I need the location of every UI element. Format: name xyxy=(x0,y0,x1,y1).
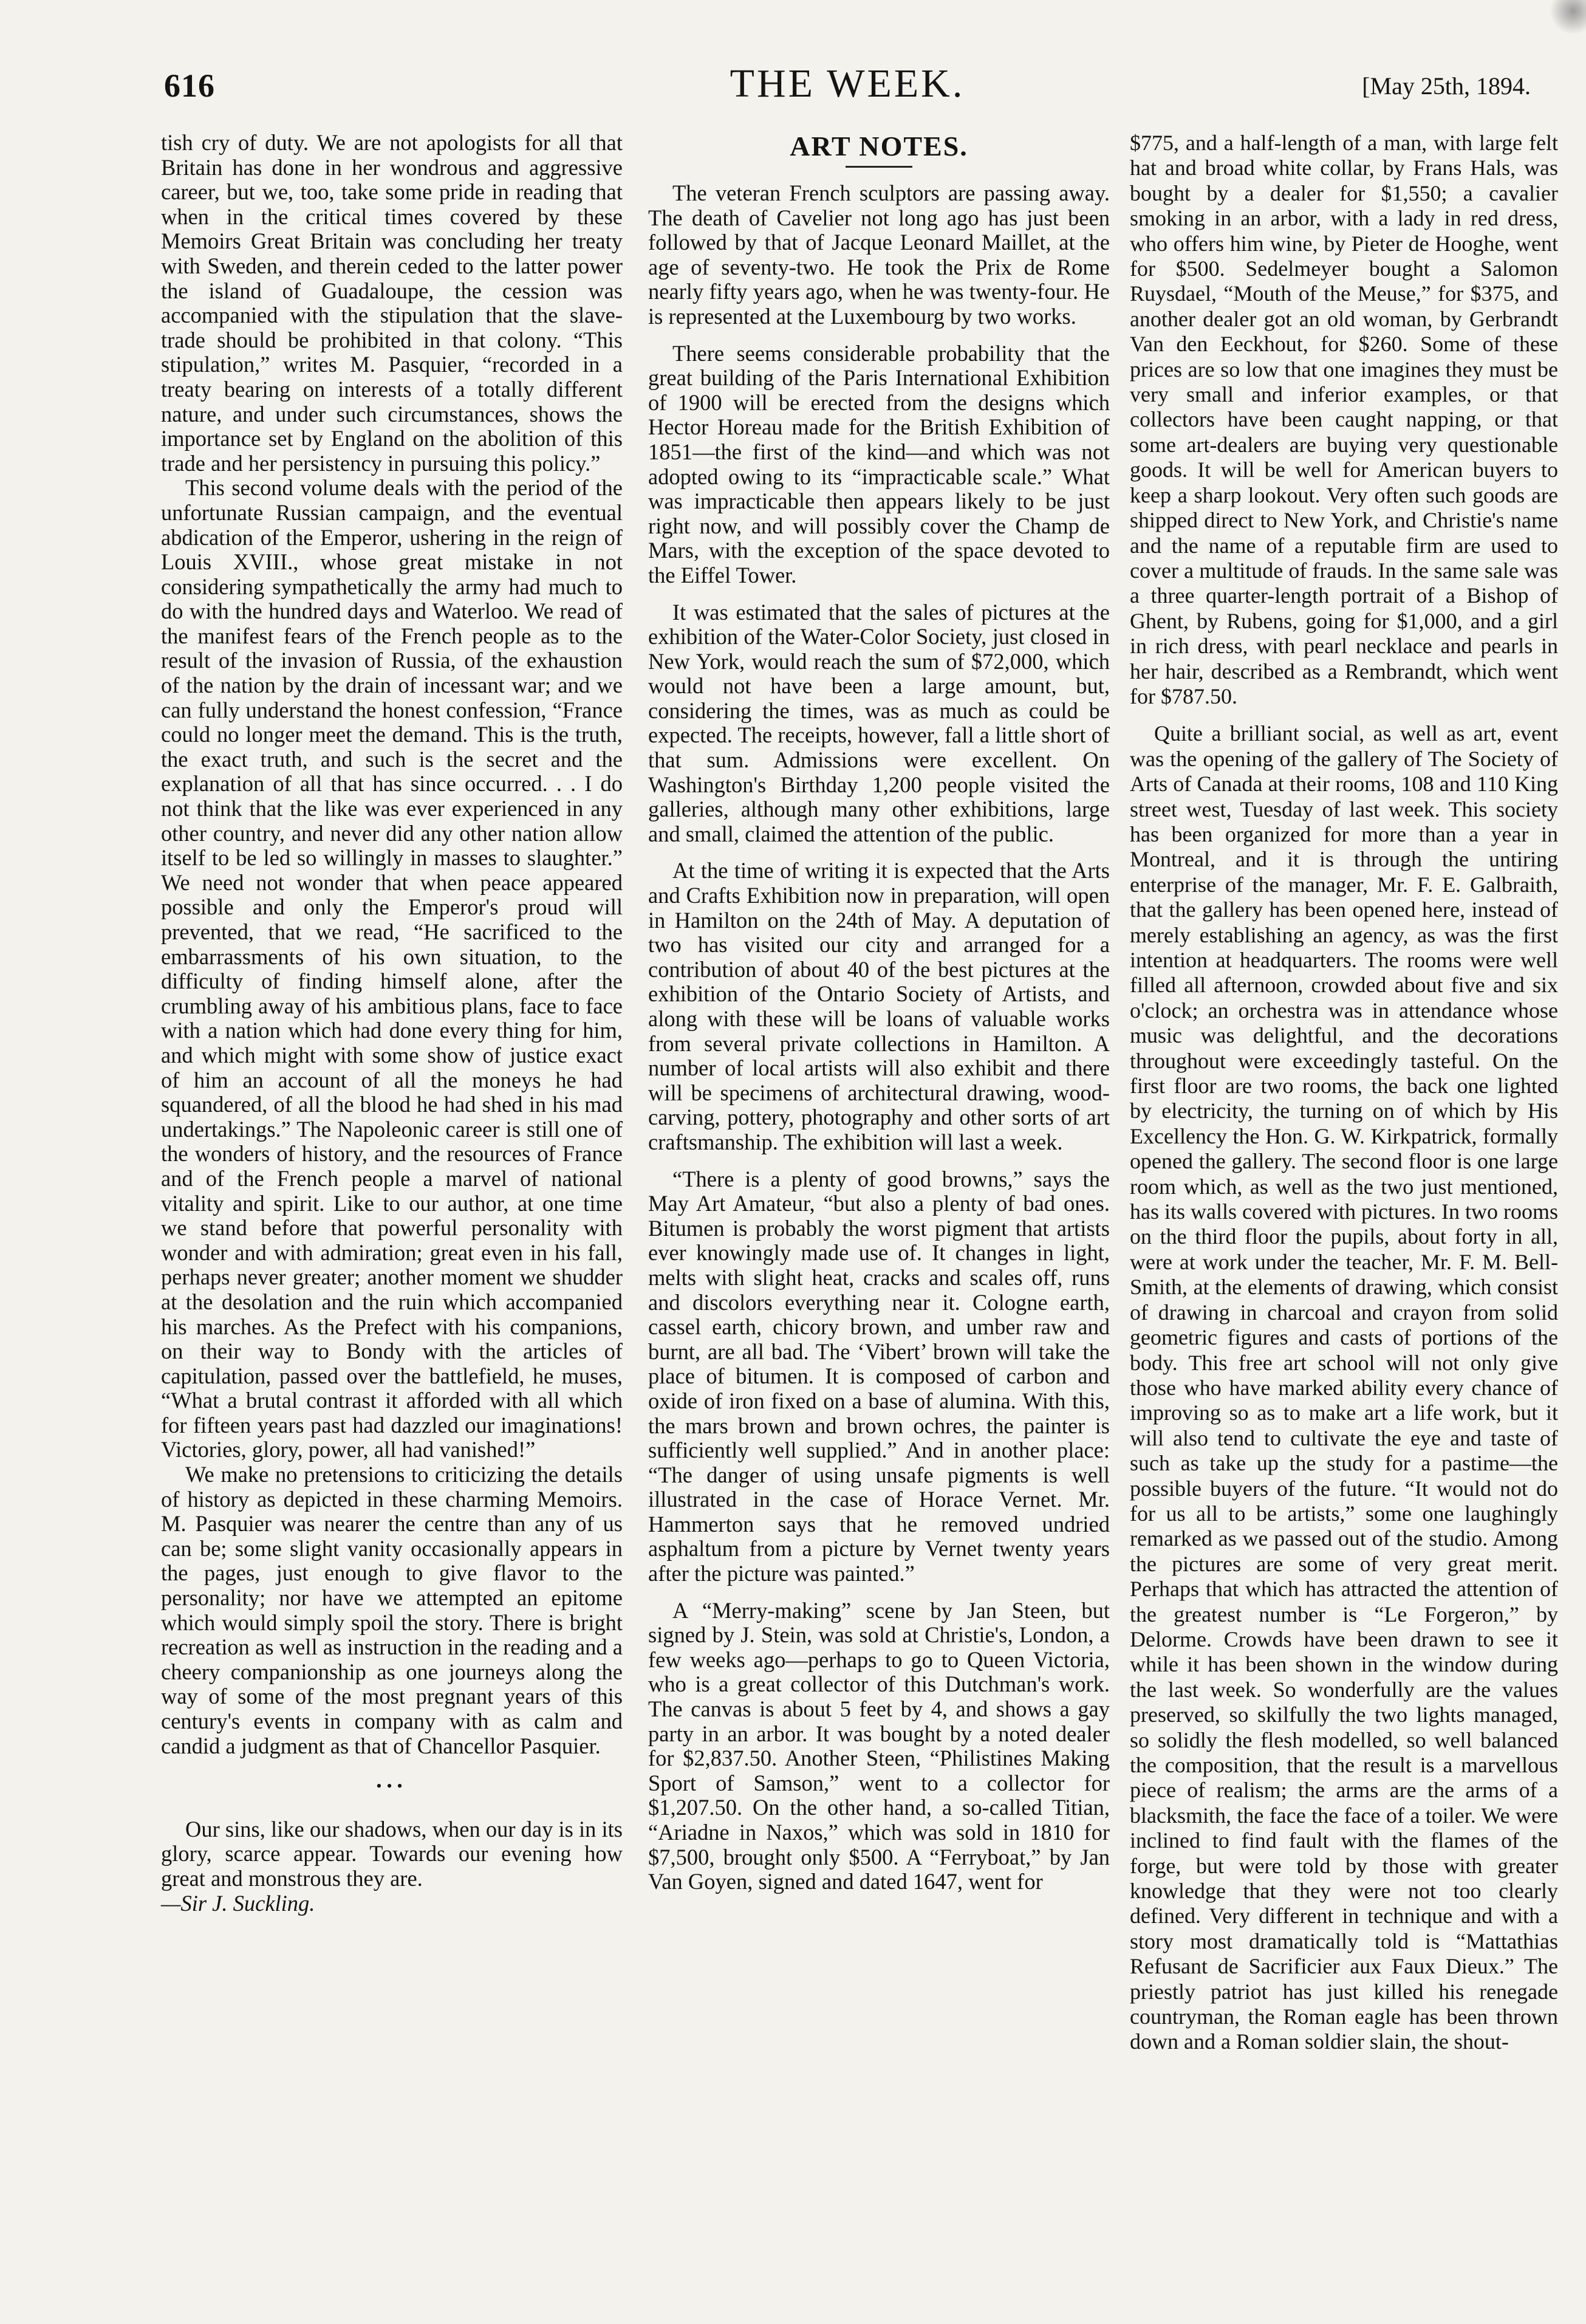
paragraph: The veteran French sculptors are passing away. The death of Cavelier not long ago has just been followed by that of Jacque Leonard Maillet, at the age of seventy-two. He took the Prix de Rome nearly fifty years ago, when he was twenty-four. He is represented at the Luxembourg by two works. xyxy=(648,180,1110,329)
paragraph: Quite a brilliant social, as well as art, event was the opening of the gallery of The Society of Arts of Canada at their rooms, 108 and 110 King street west, Tuesday of last week. This society has been organized for more than a year in Montreal, and it is through the untiring enterprise of the manager, Mr. F. E. Galbraith, that the gallery has been opened here, instead of merely establishing an agency, as was the first intention at headquarters. The rooms were well filled all afternoon, crowded about five and six o'clock; an orchestra was in attendance whose music was delightful, and the decorations throughout were exceedingly tasteful. On the first floor are two rooms, the back one lighted by electricity, the turning on of which by His Excellency the Hon. G. W. Kirkpatrick, formally opened the gallery. The second floor is one large room which, as well as the two just mentioned, has its walls covered with pictures. In two rooms on the third floor the pupils, about forty in all, were at work under the teacher, Mr. F. M. Bell-Smith, at the elements of drawing, which consist of drawing in charcoal and crayon from solid geometric figures and casts of portions of the body. This free art school will not only give those who have marked ability every chance of improving so as to make art a life work, but it will also tend to cultivate the eye and taste of such as take up the study for a pastime—the possible buyers of the future. “It would not do for us all to be artists,” some one laughingly remarked as we passed out of the studio. Among the pictures are some of very great merit. Perhaps that which has attracted the attention of the greatest number is “Le Forgeron,” by Delorme. Crowds have been drawn to see it while it has been shown in the window during the last week. So wonderfully are the values preserved, so skilfully the two lights managed, so solidly the flesh modelled, so well balanced the composition, that the result is a marvellous piece of realism; the arms are the arms of a blacksmith, the face the face of a toiler. We were inclined to find fault with the flames of the forge, but were told by those with greater knowledge that they were not too clearly defined. Very different in technique and with a story most dramatically told is “Mattathias Refusant de Sacrificier aux Faux Dieux.” The priestly patriot has just killed his renegade countryman, the Roman eagle has been thrown down and a Roman soldier slain, the shout- xyxy=(1130,721,1558,2054)
section-ornament: ••• xyxy=(376,1777,408,1795)
journal-title: THE WEEK. xyxy=(730,61,965,106)
epigraph-quote: Our sins, like our shadows, when our day is in its glory, scarce appear. Towards our evening how great and monstrous they are. xyxy=(161,1816,623,1891)
paragraph: A “Merry-making” scene by Jan Steen, but signed by J. Stein, was sold at Christie's, London, a few weeks ago—perhaps to go to Queen Victoria, who is a great collector of this Dutchman's work. The canvas is about 5 feet by 4, and shows a gay party in an arbor. It was bought by a noted dealer for $2,837.50. Another Steen, “Philistines Making Sport of Samson,” went to a collector for $1,207.50. On the other hand, a so-called Titian, “Ariadne in Naxos,” which was sold in 1810 for $7,500, brought only $500. A “Ferryboat,” by Jan Van Goyen, signed and dated 1647, went for xyxy=(648,1597,1110,1894)
paragraph: $775, and a half-length of a man, with large felt hat and broad white collar, by Frans Hals, was bought by a dealer for $1,550; a cavalier smoking in an arbor, with a lady in red dress, who offers him wine, by Pieter de Hooghe, went for $500. Sedelmeyer bought a Salomon Ruysdael, “Mouth of the Meuse,” for $375, and another dealer got an old woman, by Gerbrandt Van den Eeckhout, for $260. Some of these prices are so low that one imagines they must be very small and inferior examples, or that collectors have been caught napping, or that some art-dealers are buying very questionable goods. It will be well for American buyers to keep a sharp lookout. Very often such goods are shipped direct to New York, and Christie's name and the name of a reputable firm are used to cover a multitude of frauds. In the same sale was a three quarter-length portrait of a Bishop of Ghent, by Rubens, going for $1,000, and a girl in rich dress, with pearl necklace and pearls in her hair, described as a Rembrandt, which went for $787.50. xyxy=(1130,131,1558,708)
page-header xyxy=(164,61,1531,115)
paragraph: There seems considerable probability that the great building of the Paris International Exhibition of 1900 will be erected from the designs which Hector Horeau made for the British Exhibition of 1851—the first of the kind—and which was not adopted owing to its “impracticable scale.” What was impracticable then appears likely to be just right now, and will possibly cover the Champ de Mars, with the exception of the space devoted to the Eiffel Tower. xyxy=(648,340,1110,588)
column-left xyxy=(161,131,623,1916)
paragraph: It was estimated that the sales of pictures at the exhibition of the Water-Color Society, just closed in New York, would reach the sum of $72,000, which would not have been a large amount, but, considering the times, was as much as could be expected. The receipts, however, fall a little short of that sum. Admissions were excellent. On Washington's Birthday 1,200 people visited the galleries, although many other exhibitions, large and small, claimed the attention of the public. xyxy=(648,599,1110,846)
page-number: 616 xyxy=(164,67,215,104)
paragraph: tish cry of duty. We are not apologists for all that Britain has done in her wondrous and aggressive career, but we, too, take some pride in reading that when in the critical times covered by these Memoirs Great Britain was concluding her treaty with Sweden, and therein ceded to the latter power the island of Guadaloupe, the cession was accompanied with the stipulation that the slave-trade should be prohibited in that colony. “This stipulation,” writes M. Pasquier, “recorded in a treaty bearing on interests of a totally different nature, and under such circumstances, shows the importance set by England on the abolition of this trade and her persistency in pursuing this policy.” xyxy=(161,130,623,476)
paragraph: We make no pretensions to criticizing the details of history as depicted in these charming Memoirs. M. Pasquier was nearer the centre than any of us can be; some slight vanity occasionally appears in the pages, just enough to give flavor to the personality; nor have we attempted an epitome which would simply spoil the story. There is bright recreation as well as instruction in the reading and a cheery companionship as one journeys along the way of some of the most pregnant years of this century's events in company with as calm and candid a judgment as that of Chancellor Pasquier. xyxy=(161,1462,623,1758)
section-title: ART NOTES. xyxy=(790,131,968,162)
paper-damage-mark xyxy=(1543,0,1586,36)
title-rule xyxy=(846,166,912,168)
epigraph-author: —Sir J. Suckling. xyxy=(161,1890,315,1916)
paragraph: This second volume deals with the period of the unfortunate Russian campaign, and the eventual abdication of the Emperor, ushering in the reign of Louis XVIII., whose great mistake in not considering sympathetically the army had much to do with the hundred days and Waterloo. We read of the manifest fears of the French people as to the result of the invasion of Russia, of the exhaustion of the nation by the drain of incessant war; and we can fully understand the honest confession, “France could no longer meet the demand. This is the truth, the exact truth, and such is the secret and the explanation of all that has since occurred. . . I do not think that the like was ever experienced in any other country, and never did any other nation allow itself to be led so willingly in masses to slaughter.” We need not wonder that when peace appeared possible and only the Emperor's proud will prevented, that we read, “He sacrificed to the embarrassments of his own situation, to the difficulty of finding himself alone, after the crumbling away of his ambitious plans, face to face with a nation which had done every thing for him, and which might with some show of justice exact of him an account of all the moneys he had squandered, of all the blood he had shed in his mad undertakings.” The Napoleonic career is still one of the wonders of history, and the resources of France and of the French people a marvel of national vitality and spirit. Like to our author, at one time we stand before that powerful personality with wonder and with admiration; great even in his fall, perhaps never greater; another moment we shudder at the desolation and the ruin which accompanied his marches. As the Prefect with his companions, on their way to Bondy with the articles of capitulation, passed over the battlefield, he muses, “What a brutal contrast it afforded with all which for fifteen years past had dazzled our imaginations! Victories, glory, power, all had vanished!” xyxy=(161,475,623,1462)
paragraph: “There is a plenty of good browns,” says the May Art Amateur, “but also a plenty of bad ones. Bitumen is probably the worst pigment that artists ever knowingly made use of. It changes in light, melts with slight heat, cracks and scales off, runs and discolors everything near it. Cologne earth, cassel earth, chicory brown, and umber raw and burnt, are all bad. The ‘Vibert’ brown will take the place of bitumen. It is composed of carbon and oxide of iron fixed on a base of alumina. With this, the mars brown and brown ochres, the painter is sufficiently well supplied.” And in another place: “The danger of using unsafe pigments is well illustrated in the case of Horace Vernet. Mr. Hammerton says that he removed undried asphaltum from a picture by Vernet twenty years after the picture was painted.” xyxy=(648,1166,1110,1586)
column-middle xyxy=(648,131,1110,1894)
issue-date: [May 25th, 1894. xyxy=(1362,72,1531,100)
paragraph: At the time of writing it is expected that the Arts and Crafts Exhibition now in preparation, will open in Hamilton on the 24th of May. A deputation of two has visited our city and arranged for a contribution of about 40 of the best pictures at the exhibition of the Ontario Society of Artists, and along with these will be loans of valuable works from several private collections in Hamilton. A number of local artists will also exhibit and there will be specimens of architectural drawing, wood-carving, pottery, photography and other sorts of art craftsmanship. The exhibition will last a week. xyxy=(648,858,1110,1154)
column-right xyxy=(1130,131,1558,2055)
